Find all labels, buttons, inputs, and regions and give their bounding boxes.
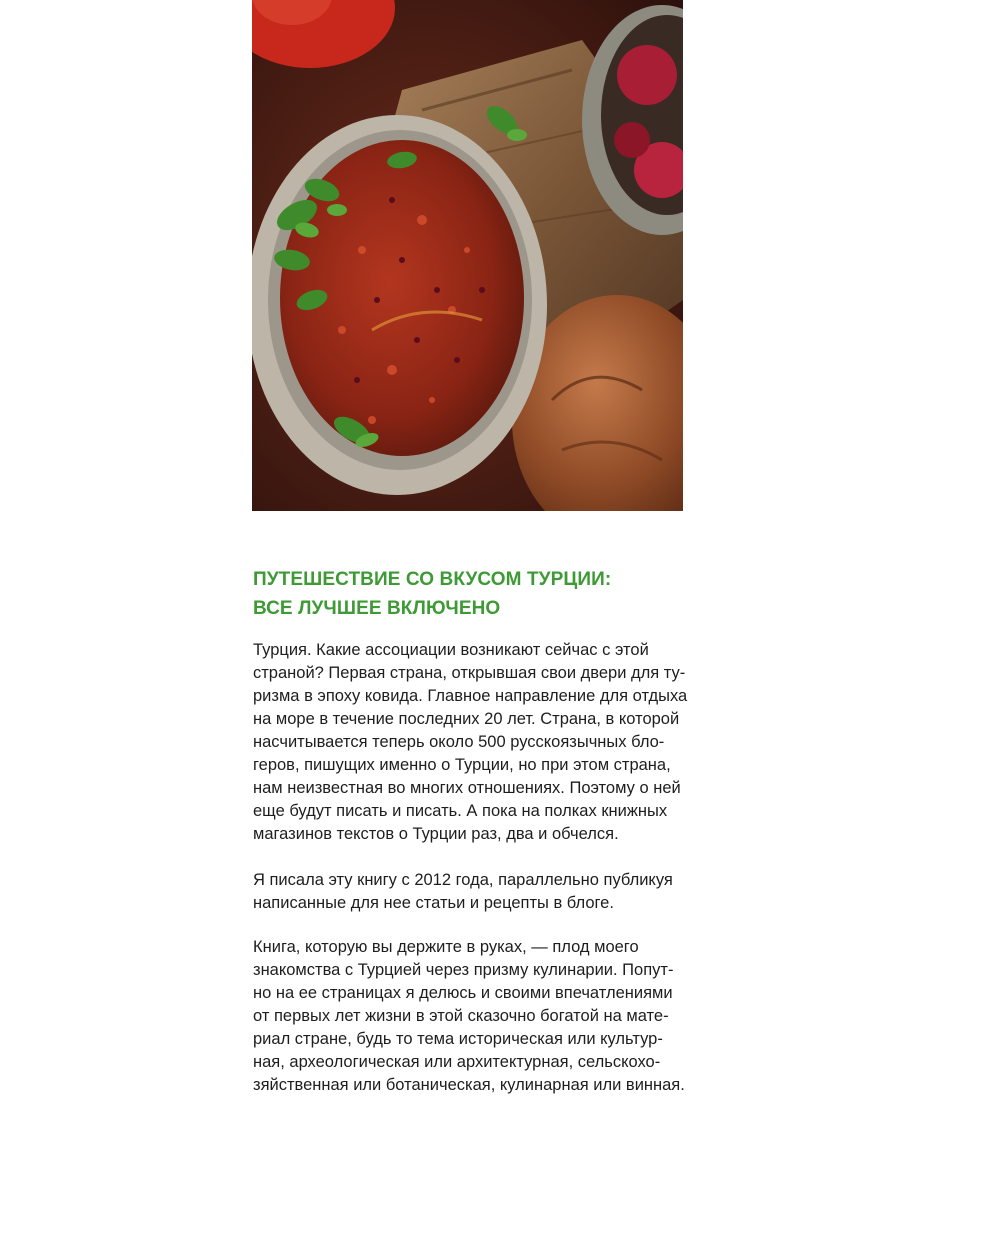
text-line: от первых лет жизни в этой сказочно богатой на мате- <box>253 1007 669 1025</box>
text-line: но на ее страницах я делюсь и своими впечатлениями <box>253 984 673 1002</box>
text-line: страной? Первая страна, открывшая свои двери для ту- <box>253 664 686 682</box>
food-photo-icon <box>252 0 683 511</box>
text-line: ризма в эпоху ковида. Главное направление для отдыха <box>253 687 688 705</box>
text-line: написанные для нее статьи и рецепты в блоге. <box>253 894 614 912</box>
paragraph-writing <box>253 869 723 915</box>
text-line: геров, пишущих именно о Турции, но при этом страна, <box>253 756 671 774</box>
text-line: Турция. Какие ассоциации возникают сейчас с этой <box>253 641 649 659</box>
text-line: еще будут писать и писать. А пока на полках книжных <box>253 802 668 820</box>
text-line: знакомства с Турцией через призму кулинарии. Попут- <box>253 961 674 979</box>
text-line: магазинов текстов о Турции раз, два и обчелся. <box>253 825 619 843</box>
food-photo <box>252 0 683 511</box>
paragraph-book <box>253 936 723 1097</box>
text-line: ная, археологическая или архитектурная, сельскохо- <box>253 1053 661 1071</box>
text-line: нам неизвестная во многих отношениях. Поэтому о ней <box>253 779 681 797</box>
text-line: Книга, которую вы держите в руках, — плод моего <box>253 938 639 956</box>
text-line: зяйственная или ботаническая, кулинарная или винная. <box>253 1076 685 1094</box>
text-line: насчитывается теперь около 500 русскоязычных бло- <box>253 733 665 751</box>
paragraph-intro <box>253 639 723 846</box>
section-heading <box>253 565 723 623</box>
text-line: на море в течение последних 20 лет. Страна, в которой <box>253 710 680 728</box>
text-line: Я писала эту книгу с 2012 года, параллельно публикуя <box>253 871 673 889</box>
heading-line: ВСЕ ЛУЧШЕЕ ВКЛЮЧЕНО <box>253 598 501 619</box>
text-line: риал стране, будь то тема историческая или культур- <box>253 1030 663 1048</box>
heading-line: ПУТЕШЕСТВИЕ СО ВКУСОМ ТУРЦИИ: <box>253 569 612 590</box>
